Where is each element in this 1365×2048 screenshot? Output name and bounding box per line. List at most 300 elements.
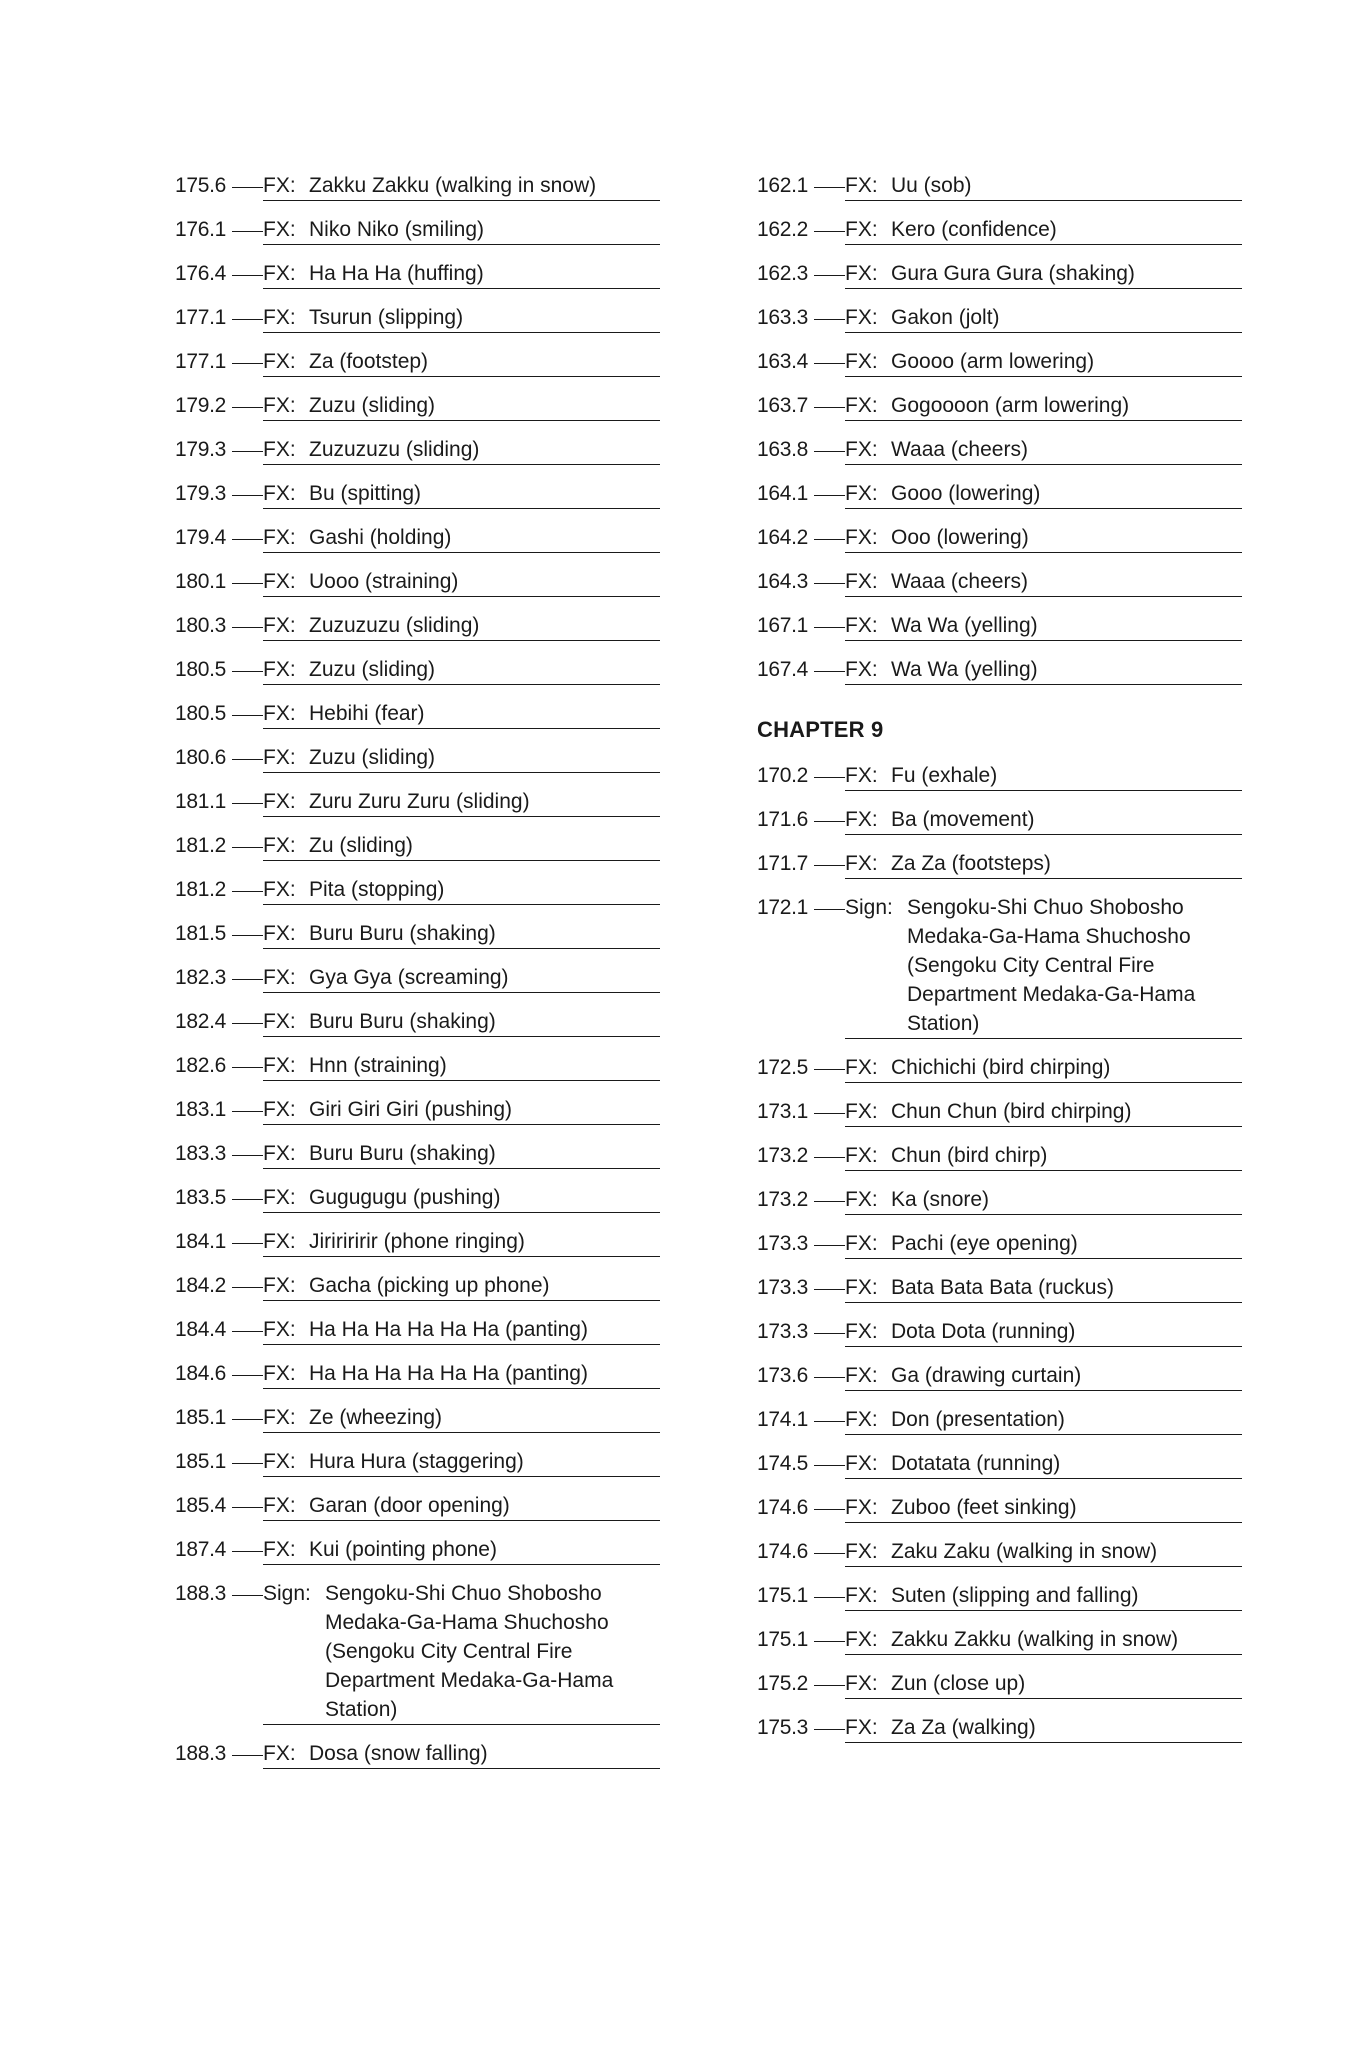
leader-dash xyxy=(231,215,263,244)
page-panel-ref: 188.3 xyxy=(175,1742,227,1765)
entry-text: Wa Wa (yelling) xyxy=(891,658,1038,681)
entry-body xyxy=(263,523,660,553)
page-panel-ref: 176.4 xyxy=(175,262,227,285)
fx-entry xyxy=(175,1227,660,1257)
entry-text: Ka (snore) xyxy=(891,1188,990,1211)
leader-dash xyxy=(231,303,263,332)
entry-body xyxy=(845,303,1242,333)
entry-body xyxy=(845,849,1242,879)
entry-body xyxy=(263,1403,660,1433)
entry-text: Waaa (cheers) xyxy=(891,570,1028,593)
fx-entry xyxy=(175,1491,660,1521)
entry-text: Ha Ha Ha Ha Ha Ha (panting) xyxy=(309,1362,588,1385)
page-panel-ref: 174.1 xyxy=(757,1408,809,1431)
fx-entry xyxy=(175,1403,660,1433)
entry-kind: FX: xyxy=(845,1716,878,1739)
page-panel-ref: 184.4 xyxy=(175,1318,227,1341)
entry-text: Giri Giri Giri (pushing) xyxy=(309,1098,513,1121)
fx-entry xyxy=(757,805,1242,835)
entry-kind: FX: xyxy=(845,808,878,831)
entry-kind: FX: xyxy=(845,526,878,549)
entry-body xyxy=(263,1579,660,1725)
page-panel-ref: 180.1 xyxy=(175,570,227,593)
fx-entry xyxy=(175,259,660,289)
page-panel-ref: 181.2 xyxy=(175,834,227,857)
leader-dash xyxy=(231,391,263,420)
entry-kind: FX: xyxy=(263,306,296,329)
leader-dash xyxy=(813,1493,845,1522)
right-column xyxy=(757,171,1242,1757)
entry-body xyxy=(263,1491,660,1521)
entry-kind: FX: xyxy=(845,394,878,417)
entry-kind: FX: xyxy=(845,1188,878,1211)
entry-kind: FX: xyxy=(845,350,878,373)
entry-text: Sengoku-Shi Chuo Shobosho Medaka-Ga-Hama Shuchosho (Sengoku City Central Fire Department Medaka-Ga-Hama Station) xyxy=(325,1582,614,1721)
entry-kind: FX: xyxy=(845,1100,878,1123)
leader-dash xyxy=(231,1739,263,1768)
entry-text: Gashi (holding) xyxy=(309,526,452,549)
fx-entry xyxy=(757,347,1242,377)
leader-dash xyxy=(231,1535,263,1564)
entry-kind: FX: xyxy=(845,614,878,637)
entry-kind: FX: xyxy=(263,526,296,549)
entry-kind: FX: xyxy=(263,1318,296,1341)
entry-body xyxy=(845,1141,1242,1171)
entry-kind: FX: xyxy=(263,1098,296,1121)
entry-body xyxy=(263,435,660,465)
fx-entry xyxy=(757,567,1242,597)
fx-entry xyxy=(175,919,660,949)
leader-dash xyxy=(813,1097,845,1126)
leader-dash xyxy=(813,805,845,834)
page-panel-ref: 182.4 xyxy=(175,1010,227,1033)
entry-kind: FX: xyxy=(263,174,296,197)
entry-text: Ga (drawing curtain) xyxy=(891,1364,1082,1387)
entry-kind: FX: xyxy=(845,306,878,329)
leader-dash xyxy=(231,1139,263,1168)
entry-text: Wa Wa (yelling) xyxy=(891,614,1038,637)
entry-body xyxy=(845,567,1242,597)
entry-text: Don (presentation) xyxy=(891,1408,1065,1431)
entry-text: Ha Ha Ha (huffing) xyxy=(309,262,484,285)
leader-dash xyxy=(231,1051,263,1080)
entry-kind: FX: xyxy=(263,790,296,813)
page-panel-ref: 163.3 xyxy=(757,306,809,329)
fx-entry xyxy=(175,435,660,465)
leader-dash xyxy=(813,1053,845,1082)
page-panel-ref: 179.3 xyxy=(175,482,227,505)
entry-body xyxy=(263,1095,660,1125)
entry-kind: FX: xyxy=(263,350,296,373)
fx-entry xyxy=(757,1361,1242,1391)
leader-dash xyxy=(231,919,263,948)
page-panel-ref: 174.5 xyxy=(757,1452,809,1475)
page-panel-ref: 164.1 xyxy=(757,482,809,505)
entry-kind: FX: xyxy=(845,1276,878,1299)
entry-kind: FX: xyxy=(263,746,296,769)
page-panel-ref: 173.1 xyxy=(757,1100,809,1123)
leader-dash xyxy=(231,787,263,816)
entry-text: Chun Chun (bird chirping) xyxy=(891,1100,1132,1123)
page-panel-ref: 183.5 xyxy=(175,1186,227,1209)
entry-text: Fu (exhale) xyxy=(891,764,998,787)
fx-entry xyxy=(175,611,660,641)
leader-dash xyxy=(231,259,263,288)
fx-entry xyxy=(757,1097,1242,1127)
leader-dash xyxy=(231,1095,263,1124)
page-panel-ref: 184.2 xyxy=(175,1274,227,1297)
entry-kind: FX: xyxy=(263,1054,296,1077)
leader-dash xyxy=(231,523,263,552)
page-panel-ref: 170.2 xyxy=(757,764,809,787)
fx-entry xyxy=(757,1713,1242,1743)
entry-body xyxy=(263,1139,660,1169)
page-panel-ref: 182.3 xyxy=(175,966,227,989)
fx-entry xyxy=(175,1535,660,1565)
leader-dash xyxy=(231,655,263,684)
leader-dash xyxy=(813,893,845,922)
fx-entry xyxy=(757,1141,1242,1171)
page-panel-ref: 172.5 xyxy=(757,1056,809,1079)
fx-entry xyxy=(757,435,1242,465)
fx-entry xyxy=(175,1139,660,1169)
entry-kind: FX: xyxy=(263,1538,296,1561)
leader-dash xyxy=(813,1229,845,1258)
entry-body xyxy=(263,655,660,685)
leader-dash xyxy=(813,655,845,684)
entry-body xyxy=(263,1359,660,1389)
entry-text: Hnn (straining) xyxy=(309,1054,447,1077)
fx-entry xyxy=(757,761,1242,791)
entry-text: Hebihi (fear) xyxy=(309,702,425,725)
entry-body xyxy=(845,1317,1242,1347)
leader-dash xyxy=(231,1403,263,1432)
entry-kind: FX: xyxy=(845,1320,878,1343)
fx-entry xyxy=(757,1185,1242,1215)
page-panel-ref: 173.3 xyxy=(757,1232,809,1255)
fx-entry xyxy=(757,893,1242,1039)
leader-dash xyxy=(813,1141,845,1170)
entry-body xyxy=(845,1625,1242,1655)
left-column xyxy=(175,171,660,1783)
page-panel-ref: 167.1 xyxy=(757,614,809,637)
leader-dash xyxy=(813,391,845,420)
entry-kind: FX: xyxy=(845,1408,878,1431)
page-panel-ref: 163.7 xyxy=(757,394,809,417)
entry-body xyxy=(263,1227,660,1257)
entry-text: Zaku Zaku (walking in snow) xyxy=(891,1540,1158,1563)
page-panel-ref: 164.2 xyxy=(757,526,809,549)
entry-kind: FX: xyxy=(263,834,296,857)
entry-body xyxy=(263,479,660,509)
leader-dash xyxy=(813,1537,845,1566)
fx-entry xyxy=(175,655,660,685)
leader-dash xyxy=(813,1405,845,1434)
leader-dash xyxy=(231,611,263,640)
entry-kind: FX: xyxy=(845,1672,878,1695)
entry-body xyxy=(845,1449,1242,1479)
entry-text: Zuzu (sliding) xyxy=(309,394,436,417)
fx-entry xyxy=(757,171,1242,201)
entry-body xyxy=(845,893,1242,1039)
entry-text: Goooo (arm lowering) xyxy=(891,350,1095,373)
entry-text: Zuzuzuzu (sliding) xyxy=(309,438,480,461)
entry-kind: FX: xyxy=(263,1494,296,1517)
page-panel-ref: 172.1 xyxy=(757,896,809,919)
entry-body xyxy=(263,1007,660,1037)
page-panel-ref: 175.1 xyxy=(757,1628,809,1651)
leader-dash xyxy=(813,215,845,244)
entry-kind: FX: xyxy=(263,878,296,901)
entry-text: Tsurun (slipping) xyxy=(309,306,464,329)
entry-text: Buru Buru (shaking) xyxy=(309,922,496,945)
fx-entry xyxy=(175,479,660,509)
fx-entry xyxy=(175,1359,660,1389)
fx-entry xyxy=(757,849,1242,879)
entry-text: Zakku Zakku (walking in snow) xyxy=(309,174,597,197)
entry-body xyxy=(263,875,660,905)
page-panel-ref: 180.5 xyxy=(175,658,227,681)
fx-entry xyxy=(175,831,660,861)
entry-kind: FX: xyxy=(845,482,878,505)
right-column-top-list xyxy=(757,171,1242,685)
page-panel-ref: 187.4 xyxy=(175,1538,227,1561)
leader-dash xyxy=(813,523,845,552)
page-panel-ref: 177.1 xyxy=(175,350,227,373)
fx-entry xyxy=(175,1739,660,1769)
leader-dash xyxy=(813,761,845,790)
page-panel-ref: 181.2 xyxy=(175,878,227,901)
entry-kind: FX: xyxy=(263,482,296,505)
page-panel-ref: 162.1 xyxy=(757,174,809,197)
page-panel-ref: 175.6 xyxy=(175,174,227,197)
entry-text: Ha Ha Ha Ha Ha Ha (panting) xyxy=(309,1318,588,1341)
leader-dash xyxy=(231,1579,263,1608)
right-column-bottom-list xyxy=(757,761,1242,1743)
page-panel-ref: 167.4 xyxy=(757,658,809,681)
leader-dash xyxy=(231,699,263,728)
leader-dash xyxy=(231,1315,263,1344)
leader-dash xyxy=(813,849,845,878)
fx-entry xyxy=(175,347,660,377)
leader-dash xyxy=(813,1273,845,1302)
leader-dash xyxy=(813,303,845,332)
page-panel-ref: 181.1 xyxy=(175,790,227,813)
page-panel-ref: 180.5 xyxy=(175,702,227,725)
page-panel-ref: 173.2 xyxy=(757,1188,809,1211)
entry-text: Kui (pointing phone) xyxy=(309,1538,497,1561)
entry-body xyxy=(263,1315,660,1345)
entry-kind: FX: xyxy=(263,1742,296,1765)
page-panel-ref: 175.2 xyxy=(757,1672,809,1695)
entry-body xyxy=(845,1713,1242,1743)
entry-text: Zun (close up) xyxy=(891,1672,1026,1695)
entry-text: Dotatata (running) xyxy=(891,1452,1061,1475)
entry-body xyxy=(845,1053,1242,1083)
entry-text: Gakon (jolt) xyxy=(891,306,1000,329)
entry-body xyxy=(263,963,660,993)
fx-entry xyxy=(175,875,660,905)
page-panel-ref: 185.4 xyxy=(175,1494,227,1517)
page-panel-ref: 173.3 xyxy=(757,1320,809,1343)
entry-kind: FX: xyxy=(845,1540,878,1563)
entry-body xyxy=(263,1051,660,1081)
fx-entry xyxy=(757,303,1242,333)
entry-kind: FX: xyxy=(263,922,296,945)
entry-text: Kero (confidence) xyxy=(891,218,1057,241)
page-panel-ref: 175.1 xyxy=(757,1584,809,1607)
page-panel-ref: 173.6 xyxy=(757,1364,809,1387)
entry-body xyxy=(845,761,1242,791)
entry-body xyxy=(845,1361,1242,1391)
page-panel-ref: 175.3 xyxy=(757,1716,809,1739)
page-panel-ref: 179.4 xyxy=(175,526,227,549)
leader-dash xyxy=(813,1185,845,1214)
entry-text: Buru Buru (shaking) xyxy=(309,1142,496,1165)
entry-kind: FX: xyxy=(845,852,878,875)
entry-text: Zuboo (feet sinking) xyxy=(891,1496,1077,1519)
fx-entry xyxy=(757,655,1242,685)
fx-entry xyxy=(175,303,660,333)
entry-body xyxy=(263,347,660,377)
entry-kind: FX: xyxy=(845,438,878,461)
entry-kind: FX: xyxy=(263,1010,296,1033)
entry-body xyxy=(845,1537,1242,1567)
page-panel-ref: 162.3 xyxy=(757,262,809,285)
entry-text: Za Za (footsteps) xyxy=(891,852,1051,875)
page-panel-ref: 180.3 xyxy=(175,614,227,637)
page-panel-ref: 181.5 xyxy=(175,922,227,945)
entry-kind: FX: xyxy=(263,1186,296,1209)
entry-kind: FX: xyxy=(263,394,296,417)
page-panel-ref: 171.6 xyxy=(757,808,809,831)
leader-dash xyxy=(813,1625,845,1654)
entry-text: Waaa (cheers) xyxy=(891,438,1028,461)
leader-dash xyxy=(813,1581,845,1610)
entry-text: Chun (bird chirp) xyxy=(891,1144,1048,1167)
entry-text: Uooo (straining) xyxy=(309,570,459,593)
leader-dash xyxy=(813,259,845,288)
entry-text: Za Za (walking) xyxy=(891,1716,1036,1739)
fx-entry xyxy=(757,1229,1242,1259)
entry-text: Gogoooon (arm lowering) xyxy=(891,394,1130,417)
fx-entry xyxy=(175,787,660,817)
fx-entry xyxy=(175,523,660,553)
entry-kind: FX: xyxy=(263,702,296,725)
page-panel-ref: 173.2 xyxy=(757,1144,809,1167)
entry-kind: FX: xyxy=(263,614,296,637)
fx-entry xyxy=(175,699,660,729)
entry-text: Gya Gya (screaming) xyxy=(309,966,509,989)
page-panel-ref: 179.3 xyxy=(175,438,227,461)
leader-dash xyxy=(231,1491,263,1520)
entry-text: Niko Niko (smiling) xyxy=(309,218,485,241)
entry-kind: FX: xyxy=(263,658,296,681)
chapter-heading: CHAPTER 9 xyxy=(757,717,884,742)
page-panel-ref: 171.7 xyxy=(757,852,809,875)
leader-dash xyxy=(231,435,263,464)
leader-dash xyxy=(231,479,263,508)
page-panel-ref: 188.3 xyxy=(175,1582,227,1605)
entry-kind: FX: xyxy=(263,1362,296,1385)
fx-entry xyxy=(757,611,1242,641)
entry-kind: FX: xyxy=(845,658,878,681)
fx-entry xyxy=(757,479,1242,509)
entry-text: Bata Bata Bata (ruckus) xyxy=(891,1276,1114,1299)
entry-body xyxy=(845,1185,1242,1215)
page-panel-ref: 184.6 xyxy=(175,1362,227,1385)
entry-body xyxy=(263,743,660,773)
entry-body xyxy=(263,1183,660,1213)
entry-kind: FX: xyxy=(263,1450,296,1473)
leader-dash xyxy=(813,479,845,508)
fx-entry xyxy=(175,1051,660,1081)
leader-dash xyxy=(813,1449,845,1478)
entry-body xyxy=(845,391,1242,421)
entry-body xyxy=(845,1273,1242,1303)
fx-entry xyxy=(175,1315,660,1345)
entry-body xyxy=(263,1271,660,1301)
fx-entry xyxy=(757,215,1242,245)
fx-entry xyxy=(175,391,660,421)
entry-body xyxy=(263,1535,660,1565)
page-panel-ref: 162.2 xyxy=(757,218,809,241)
leader-dash xyxy=(231,1447,263,1476)
entry-body xyxy=(845,347,1242,377)
leader-dash xyxy=(231,567,263,596)
leader-dash xyxy=(813,1361,845,1390)
entry-text: Dota Dota (running) xyxy=(891,1320,1076,1343)
entry-body xyxy=(845,259,1242,289)
entry-body xyxy=(845,1405,1242,1435)
entry-body xyxy=(263,259,660,289)
leader-dash xyxy=(813,347,845,376)
entry-text: Gacha (picking up phone) xyxy=(309,1274,550,1297)
leader-dash xyxy=(231,743,263,772)
entry-body xyxy=(263,699,660,729)
entry-body xyxy=(845,435,1242,465)
entry-body xyxy=(845,611,1242,641)
entry-text: Zuzuzuzu (sliding) xyxy=(309,614,480,637)
leader-dash xyxy=(231,1271,263,1300)
fx-entry xyxy=(757,1053,1242,1083)
page-panel-ref: 185.1 xyxy=(175,1406,227,1429)
page-panel-ref: 176.1 xyxy=(175,218,227,241)
entry-kind: FX: xyxy=(845,262,878,285)
entry-body xyxy=(845,1581,1242,1611)
entry-text: Ba (movement) xyxy=(891,808,1035,831)
leader-dash xyxy=(231,963,263,992)
entry-kind: FX: xyxy=(845,174,878,197)
entry-body xyxy=(263,611,660,641)
entry-text: Buru Buru (shaking) xyxy=(309,1010,496,1033)
fx-entry xyxy=(757,1537,1242,1567)
entry-body xyxy=(263,1739,660,1769)
entry-kind: FX: xyxy=(845,1628,878,1651)
entry-body xyxy=(845,1229,1242,1259)
fx-entry xyxy=(757,1317,1242,1347)
entry-text: Hura Hura (staggering) xyxy=(309,1450,524,1473)
entry-kind: FX: xyxy=(845,1056,878,1079)
leader-dash xyxy=(813,1317,845,1346)
entry-kind: FX: xyxy=(263,218,296,241)
entry-text: Bu (spitting) xyxy=(309,482,422,505)
entry-kind: FX: xyxy=(263,262,296,285)
entry-body xyxy=(263,831,660,861)
leader-dash xyxy=(231,347,263,376)
entry-kind: FX: xyxy=(845,1232,878,1255)
entry-text: Gugugugu (pushing) xyxy=(309,1186,501,1209)
